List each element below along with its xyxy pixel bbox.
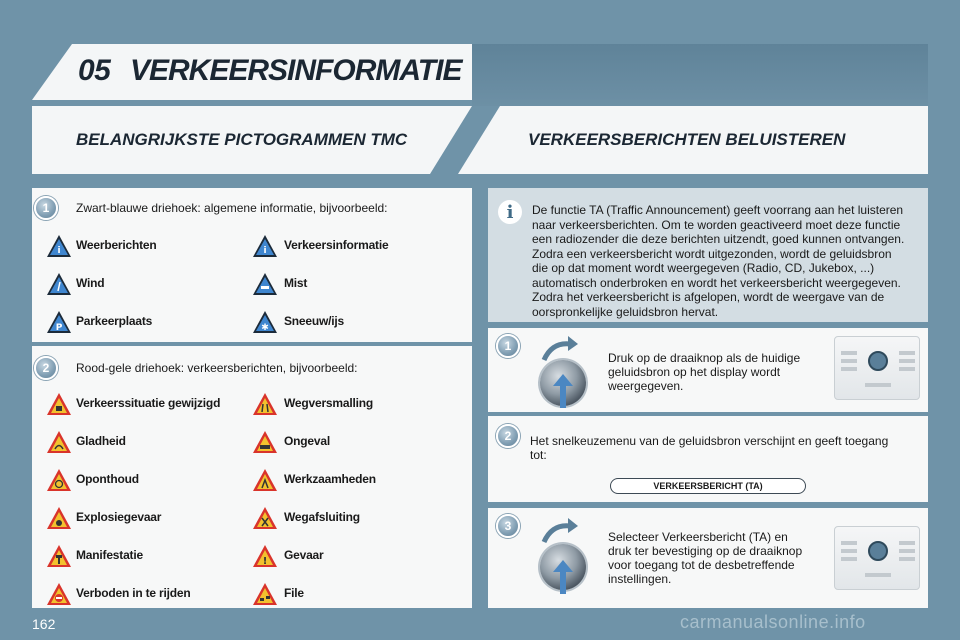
left-subtitle: BELANGRIJKSTE PICTOGRAMMEN TMC — [76, 130, 408, 149]
sign-label: Wegafsluiting — [284, 510, 360, 524]
svg-text:!: ! — [262, 556, 268, 567]
traffic-announcement-option[interactable]: VERKEERSBERICHT (TA) — [610, 478, 806, 494]
sign-label: Weerberichten — [76, 238, 157, 252]
page-number: 162 — [32, 616, 56, 632]
road-narrows-sign-icon — [252, 392, 278, 416]
general-info-intro: Zwart-blauwe driehoek: algemene informatie, bijvoorbeeld: — [76, 201, 388, 215]
traffic-messages-intro: Rood-gele driehoek: verkeersberichten, bijvoorbeeld: — [76, 361, 358, 375]
step-badge: 1 — [34, 196, 58, 220]
step-badge: 3 — [496, 514, 520, 538]
sign-label: Gladheid — [76, 434, 126, 448]
sign-label: Wegversmalling — [284, 396, 374, 410]
slippery-sign-icon — [46, 430, 72, 454]
danger-sign-icon — [252, 544, 278, 568]
step1-text: Druk op de draaiknop als de huidige geluidsbron op het display wordt weergegeven. — [608, 351, 801, 393]
sign-label: Parkeerplaats — [76, 314, 153, 328]
traffic-change-sign-icon — [46, 392, 72, 416]
sign-label: Verboden in te rijden — [76, 586, 191, 600]
explosion-sign-icon — [46, 506, 72, 530]
sign-label: Verkeerssituatie gewijzigd — [76, 396, 221, 410]
chapter-title: VERKEERSINFORMATIE — [130, 54, 462, 87]
sign-label: Ongeval — [284, 434, 330, 448]
sign-label: Wind — [76, 276, 105, 290]
right-subtitle: VERKEERSBERICHTEN BELUISTEREN — [528, 130, 846, 149]
step-badge: 1 — [496, 334, 520, 358]
sign-label: Sneeuw/ijs — [284, 314, 345, 328]
press-arrow-icon — [552, 560, 574, 594]
rotate-arrow-icon — [540, 518, 580, 546]
sign-label: File — [284, 586, 304, 600]
svg-text:✱: ✱ — [261, 323, 269, 333]
sign-label: Mist — [284, 276, 308, 290]
delay-sign-icon — [46, 468, 72, 492]
info-sign-icon — [46, 234, 72, 258]
accident-sign-icon — [252, 430, 278, 454]
wind-sign-icon — [46, 272, 72, 296]
step-badge: 2 — [34, 356, 58, 380]
header-band — [472, 44, 928, 106]
traffic-jam-sign-icon — [252, 582, 278, 606]
watermark: carmanualsonline.info — [680, 612, 866, 632]
press-arrow-icon — [552, 374, 574, 408]
sign-label: Manifestatie — [76, 548, 143, 562]
snow-sign-icon — [252, 310, 278, 334]
svg-text:i: i — [57, 246, 61, 256]
no-entry-sign-icon — [46, 582, 72, 606]
step2-text: Het snelkeuzemenu van de geluidsbron verschijnt en geeft toegang tot: — [530, 434, 889, 462]
step-badge: 2 — [496, 424, 520, 448]
chapter-number: 05 — [78, 54, 111, 87]
svg-text:P: P — [55, 323, 63, 333]
sign-label: Verkeersinformatie — [284, 238, 389, 252]
fog-sign-icon — [252, 272, 278, 296]
step3-text: Selecteer Verkeersbericht (TA) en druk ter bevestiging op de draaiknop voor toegang tot de desbetreffende instellingen. — [608, 530, 803, 586]
sign-label: Explosiegevaar — [76, 510, 162, 524]
svg-text:i: i — [263, 246, 267, 256]
roadworks-sign-icon — [252, 468, 278, 492]
info-text: De functie TA (Traffic Announcement) geeft voorrang aan het luisteren naar verkeersberichten. Om te worden geactiveerd moet deze functie een radiozender die deze berichten uitzendt, goed kunnen ontvangen. Zodra een verkeersbericht wordt uitgezonden, wordt de geluidsbron die op dat moment wordt weergegeven (Radio, CD, Jukebox, ...) automatisch onderbroken en wordt het verkeersbericht weergegeven. Zodra het verkeersbericht is afgelopen, wordt de weergave van de oorspronkelijke geluidsbron hervat. — [532, 203, 905, 319]
parking-sign-icon — [46, 310, 72, 334]
sign-label: Werkzaamheden — [284, 472, 376, 486]
sign-label: Gevaar — [284, 548, 324, 562]
demonstration-sign-icon — [46, 544, 72, 568]
info-icon: i — [498, 200, 522, 224]
radio-unit-illustration — [834, 526, 920, 590]
info-sign-icon — [252, 234, 278, 258]
road-closed-sign-icon — [252, 506, 278, 530]
sign-label: Oponthoud — [76, 472, 139, 486]
radio-unit-illustration — [834, 336, 920, 400]
